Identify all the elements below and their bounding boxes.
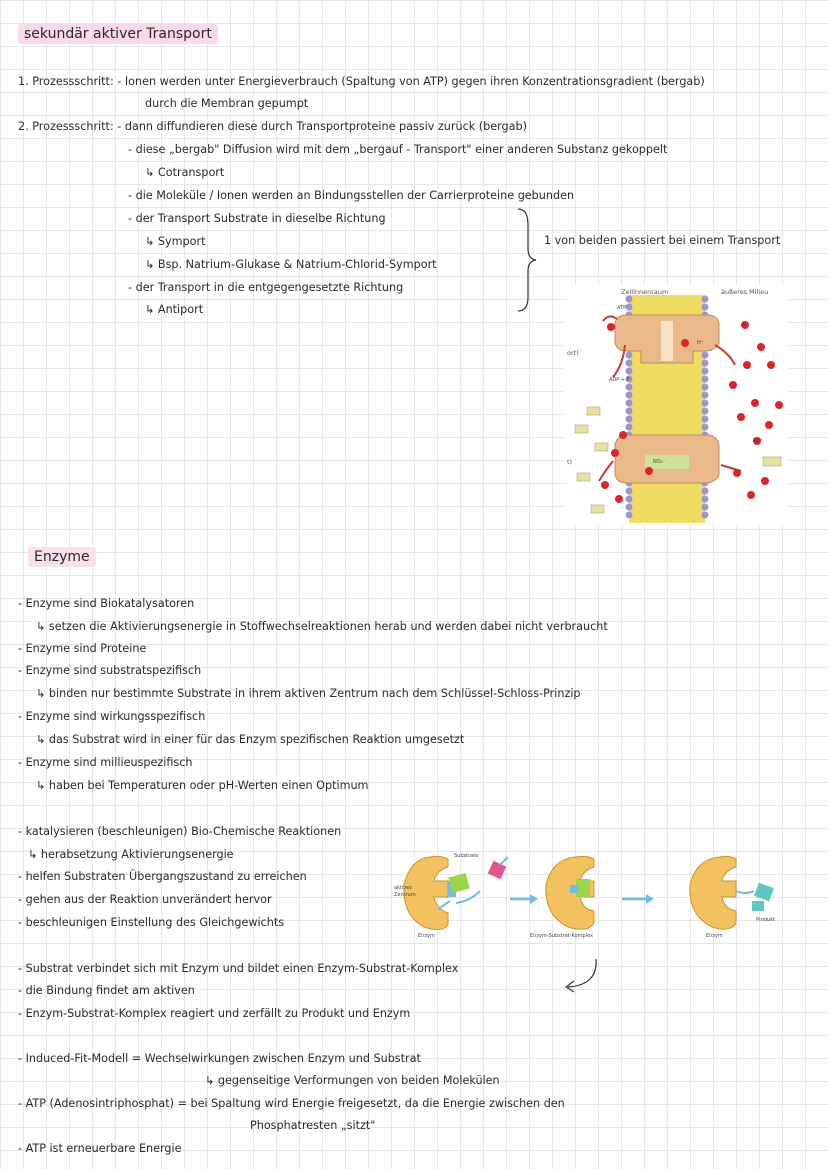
- note-line: durch die Membran gepumpt: [145, 97, 309, 110]
- label-enzyme: Enzym: [418, 933, 435, 939]
- note-line: - Enzym-Substrat-Komplex reagiert und zerfällt zu Produkt und Enzym: [18, 1007, 411, 1020]
- note-line: - der Transport in die entgegengesetzte Richtung: [128, 281, 404, 294]
- note-line: - Substrat verbindet sich mit Enzym und bildet einen Enzym-Substrat-Komplex: [18, 962, 459, 975]
- note-line: 2. Prozessschritt: - dann diffundieren diese durch Transportproteine passiv zurück (bergab): [18, 120, 527, 133]
- note-line: - Enzyme sind Biokatalysatoren: [18, 597, 195, 610]
- brace-note: 1 von beiden passiert bei einem Transport: [544, 234, 781, 247]
- label-h: H⁺: [697, 340, 704, 346]
- note-line: - Enzyme sind millieuspezifisch: [18, 756, 193, 769]
- label-cut: ort): [567, 349, 579, 357]
- label-adp: ADP + P: [609, 377, 630, 383]
- section-title-enzyme: Enzyme: [28, 550, 96, 564]
- note-line: - die Bindung findet am aktiven: [18, 984, 195, 997]
- enzyme-illustration: [390, 845, 790, 945]
- label-substrate: Substrate: [454, 853, 479, 859]
- note-line: - Enzyme sind wirkungsspezifisch: [18, 710, 206, 723]
- note-line: ↳ herabsetzung Aktivierungsenergie: [28, 848, 234, 861]
- section-title-transport: sekundär aktiver Transport: [18, 27, 218, 41]
- curly-brace: [512, 205, 542, 315]
- note-line: ↳ das Substrat wird in einer für das Enzym spezifischen Reaktion umgesetzt: [36, 733, 465, 746]
- note-line: - helfen Substraten Übergangszustand zu erreichen: [18, 870, 307, 883]
- label-na: Na⁺: [753, 438, 763, 444]
- label-enzyme: Enzym: [706, 933, 723, 939]
- note-line: - Induced-Fit-Modell = Wechselwirkungen zwischen Enzym und Substrat: [18, 1052, 421, 1065]
- note-line: - ATP (Adenosintriphosphat) = bei Spaltung wird Energie freigesetzt, da die Energie zwischen den: [18, 1097, 565, 1110]
- label-k: K⁺: [743, 322, 749, 328]
- note-line: - gehen aus der Reaktion unverändert hervor: [18, 893, 272, 906]
- enzyme-figure: [390, 845, 790, 945]
- label-outside: äußeres Milieu: [721, 288, 769, 296]
- label-active-site-1: aktives: [394, 885, 412, 891]
- note-line: 1. Prozessschritt: - Ionen werden unter Energieverbrauch (Spaltung von ATP) gegen ihren Konzentrationsgradient (bergab): [18, 75, 705, 88]
- note-line: ↳ setzen die Aktivierungsenergie in Stoffwechselreaktionen herab und werden dabei nicht verbraucht: [36, 620, 608, 633]
- note-line: ↳ Symport: [145, 235, 206, 248]
- membrane-illustration: [565, 285, 788, 525]
- label-inside: Zellinnenraum: [621, 288, 669, 296]
- note-line: ↳ Cotransport: [145, 166, 225, 179]
- note-line: - beschleunigen Einstellung des Gleichgewichts: [18, 916, 285, 929]
- return-arrow: [560, 955, 606, 997]
- note-line: - ATP ist erneuerbare Energie: [18, 1142, 182, 1155]
- note-line: - Enzyme sind substratspezifisch: [18, 664, 202, 677]
- label-cut: t): [567, 458, 573, 466]
- note-line: - diese „bergab" Diffusion wird mit dem „bergauf - Transport" einer anderen Substanz gekoppelt: [128, 143, 668, 156]
- note-line: ↳ gegenseitige Verformungen von beiden Molekülen: [205, 1074, 500, 1087]
- note-line: ↳ binden nur bestimmte Substrate in ihrem aktiven Zentrum nach dem Schlüssel-Schloss-Prinzip: [36, 687, 581, 700]
- note-line: ↳ haben bei Temperaturen oder pH-Werten einen Optimum: [36, 779, 369, 792]
- note-line: - die Moleküle / Ionen werden an Bindungsstellen der Carrierproteine gebunden: [128, 189, 575, 202]
- note-line: - der Transport Substrate in dieselbe Richtung: [128, 212, 386, 225]
- label-atp: ATP: [617, 305, 627, 311]
- label-complex: Enzym-Substrat-Komplex: [530, 933, 594, 939]
- note-line: Phosphatresten „sitzt": [250, 1119, 376, 1132]
- note-line: - Enzyme sind Proteine: [18, 642, 147, 655]
- membrane-figure: [565, 285, 788, 525]
- note-line: ↳ Antiport: [145, 303, 204, 316]
- note-line: - katalysieren (beschleunigen) Bio-Chemische Reaktionen: [18, 825, 342, 838]
- note-line: ↳ Bsp. Natrium-Glukase & Natrium-Chlorid-Symport: [145, 258, 437, 271]
- label-product: Produkt: [756, 917, 776, 923]
- label-no3: NO₃⁻: [653, 459, 666, 465]
- label-active-site-2: Zentrum: [394, 892, 416, 898]
